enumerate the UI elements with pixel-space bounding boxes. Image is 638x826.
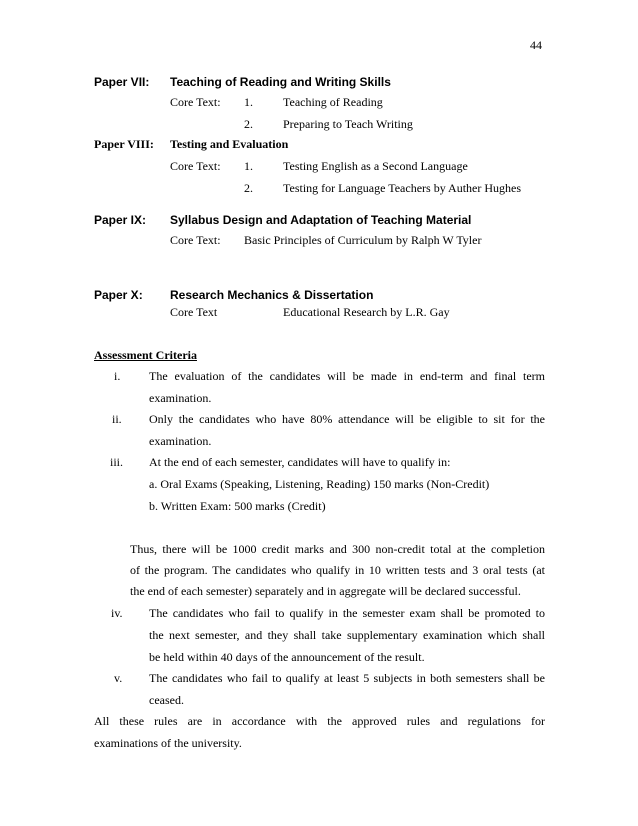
paper-vii-item-2-text: Preparing to Teach Writing — [283, 117, 413, 131]
paper-vii-core-text-label: Core Text: — [170, 95, 221, 109]
paper-vii-item-1-text: Teaching of Reading — [283, 95, 383, 109]
paper-viii-item-2-text: Testing for Language Teachers by Auther Hughes — [283, 181, 522, 195]
paper-x-core-text-label: Core Text — [170, 305, 218, 319]
assessment-summary-line1: Thus, there will be 1000 credit marks and 300 non-credit total at the completion — [130, 542, 545, 556]
paper-vii-title: Teaching of Reading and Writing Skills — [170, 75, 391, 89]
paper-vii-item-2-num: 2. — [244, 117, 253, 131]
assessment-item-iv-line3: be held within 40 days of the announcement of the result. — [149, 650, 425, 664]
assessment-item-iii-line1: At the end of each semester, candidates will have to qualify in: — [149, 455, 451, 469]
paper-x-core-text: Educational Research by L.R. Gay — [283, 305, 450, 319]
assessment-summary-line2: of the program. The candidates who qualify in 10 written tests and 3 oral tests (at — [130, 563, 545, 577]
paper-vii-item-1-num: 1. — [244, 95, 253, 109]
paper-ix-title: Syllabus Design and Adaptation of Teaching Material — [170, 213, 472, 227]
assessment-item-iii-sub-b: b. Written Exam: 500 marks (Credit) — [149, 499, 326, 513]
paper-viii-item-1-num: 1. — [244, 159, 253, 173]
assessment-heading: Assessment Criteria — [94, 348, 197, 362]
assessment-summary-line3: the end of each semester) separately and in aggregate will be declared successful. — [130, 584, 521, 598]
assessment-item-i-line1: The evaluation of the candidates will be made in end-term and final term — [149, 369, 545, 383]
assessment-item-v-line1: The candidates who fail to qualify at least 5 subjects in both semesters shall be — [149, 671, 545, 685]
assessment-item-iv-line2: the next semester, and they shall take supplementary examination which shall — [149, 628, 545, 642]
paper-viii-core-text-label: Core Text: — [170, 159, 221, 173]
paper-x-title: Research Mechanics & Dissertation — [170, 288, 374, 302]
assessment-item-iii-sub-a: a. Oral Exams (Speaking, Listening, Reading) 150 marks (Non-Credit) — [149, 477, 490, 491]
paper-ix-core-text-label: Core Text: — [170, 233, 221, 247]
closing-line1: All these rules are in accordance with the approved rules and regulations for — [94, 714, 545, 728]
paper-viii-item-2-num: 2. — [244, 181, 253, 195]
assessment-item-iv-line1: The candidates who fail to qualify in the semester exam shall be promoted to — [149, 606, 545, 620]
assessment-item-iii-num: iii. — [110, 455, 124, 469]
assessment-item-ii-line1: Only the candidates who have 80% attendance will be eligible to sit for the — [149, 412, 545, 426]
assessment-item-v-num: v. — [114, 671, 123, 685]
paper-viii-item-1-text: Testing English as a Second Language — [283, 159, 468, 173]
paper-viii-label: Paper VIII: — [94, 137, 154, 151]
assessment-item-iv-num: iv. — [111, 606, 123, 620]
paper-viii-title: Testing and Evaluation — [170, 137, 289, 151]
paper-vii-label: Paper VII: — [94, 75, 150, 89]
assessment-item-ii-line2: examination. — [149, 434, 212, 448]
assessment-item-i-line2: examination. — [149, 391, 212, 405]
paper-ix-label: Paper IX: — [94, 213, 147, 227]
assessment-item-ii-num: ii. — [112, 412, 122, 426]
paper-ix-core-text: Basic Principles of Curriculum by Ralph W Tyler — [244, 233, 482, 247]
page-number: 44 — [530, 38, 542, 52]
closing-line2: examinations of the university. — [94, 736, 242, 750]
assessment-item-v-line2: ceased. — [149, 693, 184, 707]
assessment-item-i-num: i. — [114, 369, 121, 383]
paper-x-label: Paper X: — [94, 288, 143, 302]
